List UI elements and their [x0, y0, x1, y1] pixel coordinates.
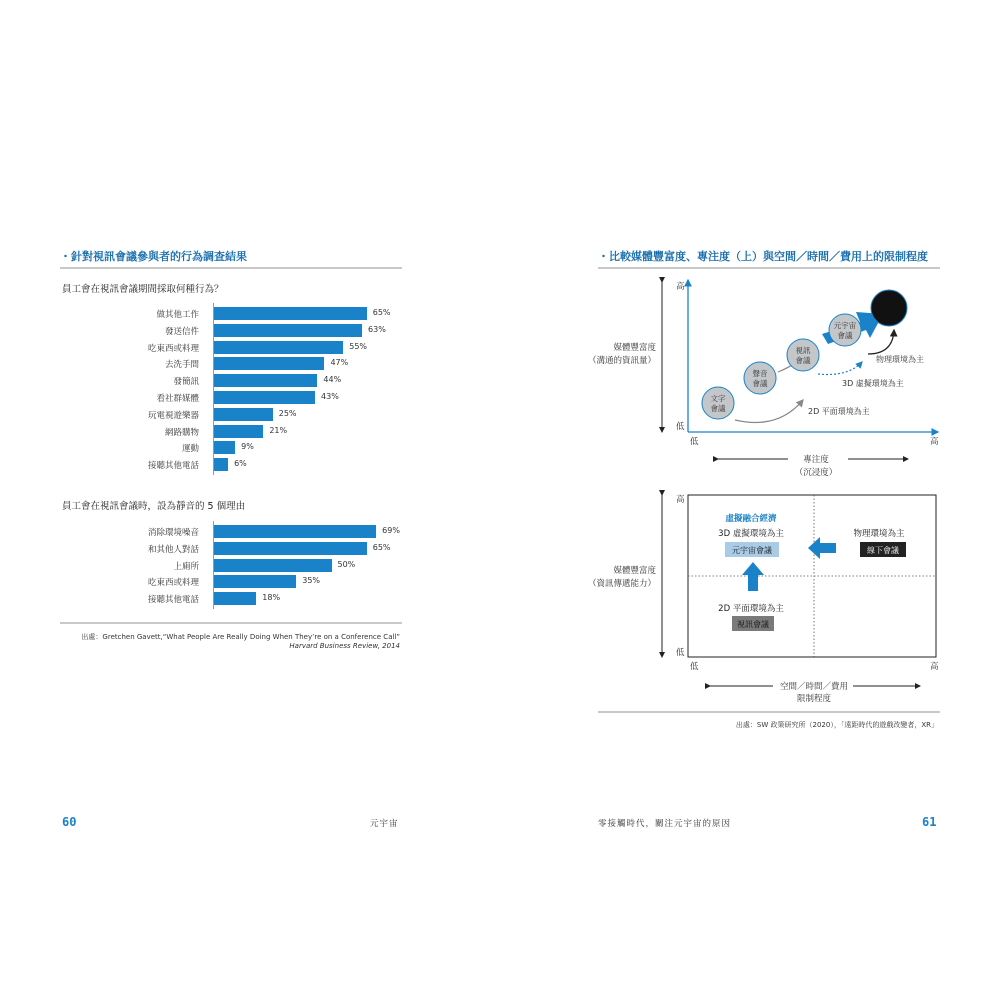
bubble-voice-line2: 會議: [752, 379, 768, 388]
diagram2-x-low: 低: [690, 662, 699, 672]
bubble-metaverse-line2: 會議: [837, 331, 853, 340]
chart1-category-label: 做其他工作: [156, 310, 199, 320]
chart1-value-label: 44%: [323, 375, 342, 385]
right-running-head: 零接觸時代，關注元宇宙的原因: [598, 819, 732, 829]
chart1-bar: [214, 425, 263, 438]
physical-meeting-black-circle: [871, 290, 907, 326]
chart2-value-label: 50%: [337, 559, 356, 569]
bubble-metaverse-meeting: [829, 314, 861, 346]
metaverse-meeting-box-label: 元宇宙會議: [732, 546, 772, 555]
chart1-bar: [214, 307, 367, 320]
video-meeting-box-label: 視訊會議: [737, 620, 769, 629]
diagram1-richness-vs-immersion: [587, 272, 943, 482]
chart1-value-label: 55%: [349, 341, 368, 351]
chart1-category-label: 玩電視遊樂器: [147, 410, 199, 421]
chart1-value-label: 63%: [368, 324, 386, 334]
diagram2-x-high: 高: [930, 662, 939, 672]
diagram1-x-low: 低: [690, 437, 699, 447]
chart2-bar: [214, 525, 376, 538]
diagram2-y-low: 低: [676, 648, 685, 658]
bubble-video-meeting: [787, 339, 819, 371]
diagram1-label-physical: 物理環境為主: [876, 355, 924, 364]
chart1-value-label: 6%: [234, 459, 247, 469]
diagram2-left-arrow: [808, 537, 836, 559]
right-source: 出處：SW 政策研究所（2020），「遠距時代的遊戲改變者，XR」: [735, 721, 938, 729]
offline-meeting-box-label: 線下會議: [867, 546, 899, 555]
chart1-category-label: 運動: [181, 444, 199, 455]
chart1-category-label: 發送信件: [164, 326, 199, 337]
diagram1-x-label2: （沉浸度）: [794, 468, 838, 478]
chart2-category-label: 和其他人對話: [147, 544, 199, 555]
chart1-category-label: 吃東西或料理: [147, 343, 199, 354]
diagram1-arrow-text-to-voice: [735, 400, 803, 423]
right-title-rule: [598, 267, 940, 269]
diagram1-label-2d: 2D 平面環境為主: [808, 407, 870, 416]
bubble-voice-line1: 聲音: [752, 369, 768, 378]
right-source-rule: [598, 711, 940, 713]
chart1-value-label: 65%: [372, 308, 391, 317]
chart1-bar: [214, 324, 362, 337]
chart2-category-label: 消除環境噪音: [147, 528, 199, 538]
diagram1-y-low: 低: [676, 422, 685, 432]
diagram2-hybrid-title: 虛擬融合經濟: [725, 514, 777, 524]
diagram1-y-high: 高: [676, 282, 685, 292]
chart2-value-label: 35%: [302, 576, 321, 586]
diagram1-y-label1: 媒體豐富度: [613, 343, 656, 353]
chart1-category-label: 發簡訊: [173, 377, 199, 388]
bubble-text-line2: 會議: [710, 404, 726, 413]
chart1-value-label: 47%: [330, 358, 349, 368]
chart2-value-label: 65%: [372, 542, 391, 552]
left-source-line1: 出處：Gretchen Gavett,“What People Are Really Doing When They’re on a Conference Call”: [81, 633, 400, 641]
bubble-voice-meeting: [744, 362, 776, 394]
diagram1-x-label1: 專注度: [803, 455, 829, 465]
chart1-category-label: 接聽其他電話: [147, 461, 199, 472]
diagram2-y-high: 高: [676, 495, 685, 505]
chart1-bar: [214, 391, 315, 404]
chart1-bar: [214, 357, 324, 370]
left-page-number: 60: [62, 815, 77, 829]
bubble-text-meeting: [702, 387, 734, 419]
diagram2-label-physical: 物理環境為主: [853, 529, 905, 539]
left-running-head: 元宇宙: [370, 819, 399, 829]
diagram2-label-3d: 3D 虛擬環境為主: [718, 529, 784, 539]
chart2-category-label: 接聽其他電話: [147, 595, 199, 606]
chart1-category-label: 網路購物: [164, 427, 199, 438]
chart2-value-label: 18%: [262, 593, 281, 603]
diagram2-y-label2: （資訊傳遞能力）: [587, 579, 656, 589]
chart1-bar: [214, 458, 228, 471]
chart2-category-label: 上廁所: [173, 561, 199, 572]
diagram1-arrow-video-to-metaverse: [818, 362, 862, 375]
left-source-line2: Harvard Business Review, 2014: [289, 642, 400, 650]
left-title-rule: [60, 267, 402, 269]
chart1-category-label: 看社群媒體: [156, 394, 199, 404]
chart2-question: 員工會在視訊會議時，設為靜音的 5 個理由: [62, 501, 246, 512]
chart2-bar: [214, 542, 367, 555]
diagram2-y-label1: 媒體豐富度: [613, 566, 656, 576]
chart1-bar: [214, 374, 317, 387]
chart1-value-label: 21%: [269, 425, 288, 435]
chart1-question: 員工會在視訊會議期間採取何種行為？: [62, 284, 224, 295]
left-section-title: ・針對視訊會議參與者的行為調查結果: [60, 250, 247, 263]
bubble-video-line2: 會議: [795, 356, 811, 365]
diagram2-richness-vs-constraints: [587, 487, 943, 704]
diagram1-label-3d: 3D 虛擬環境為主: [842, 379, 904, 388]
right-page-number: 61: [922, 815, 937, 829]
chart2-bar: [214, 559, 332, 572]
chart1-bar: [214, 341, 343, 354]
chart2-bar: [214, 575, 296, 588]
right-section-title: ・比較媒體豐富度、專注度（上）與空間／時間／費用上的限制程度: [598, 250, 928, 263]
chart1-value-label: 25%: [278, 408, 297, 418]
bubble-video-line1: 視訊: [795, 346, 811, 355]
diagram1-x-high: 高: [930, 437, 939, 447]
bubble-metaverse-line1: 元宇宙: [833, 321, 857, 330]
diagram2-up-arrow: [742, 562, 764, 591]
chart2-value-label: 69%: [382, 526, 400, 535]
bubble-text-line1: 文字: [710, 394, 726, 403]
chart1-value-label: 43%: [321, 392, 339, 401]
chart1-bar: [214, 408, 273, 421]
chart1-value-label: 9%: [241, 442, 254, 452]
chart2-bar: [214, 592, 256, 605]
diagram2-x-label1: 空間／時間／費用: [779, 682, 849, 692]
left-source-rule: [60, 622, 402, 624]
diagram2-x-label2: 限制程度: [796, 694, 832, 704]
chart1-category-label: 去洗手間: [164, 360, 199, 371]
chart2-category-label: 吃東西或料理: [147, 578, 199, 589]
diagram2-label-2d: 2D 平面環境為主: [718, 604, 784, 614]
chart1-bar: [214, 441, 235, 454]
diagram1-y-label2: （溝通的資訊量）: [587, 356, 656, 366]
